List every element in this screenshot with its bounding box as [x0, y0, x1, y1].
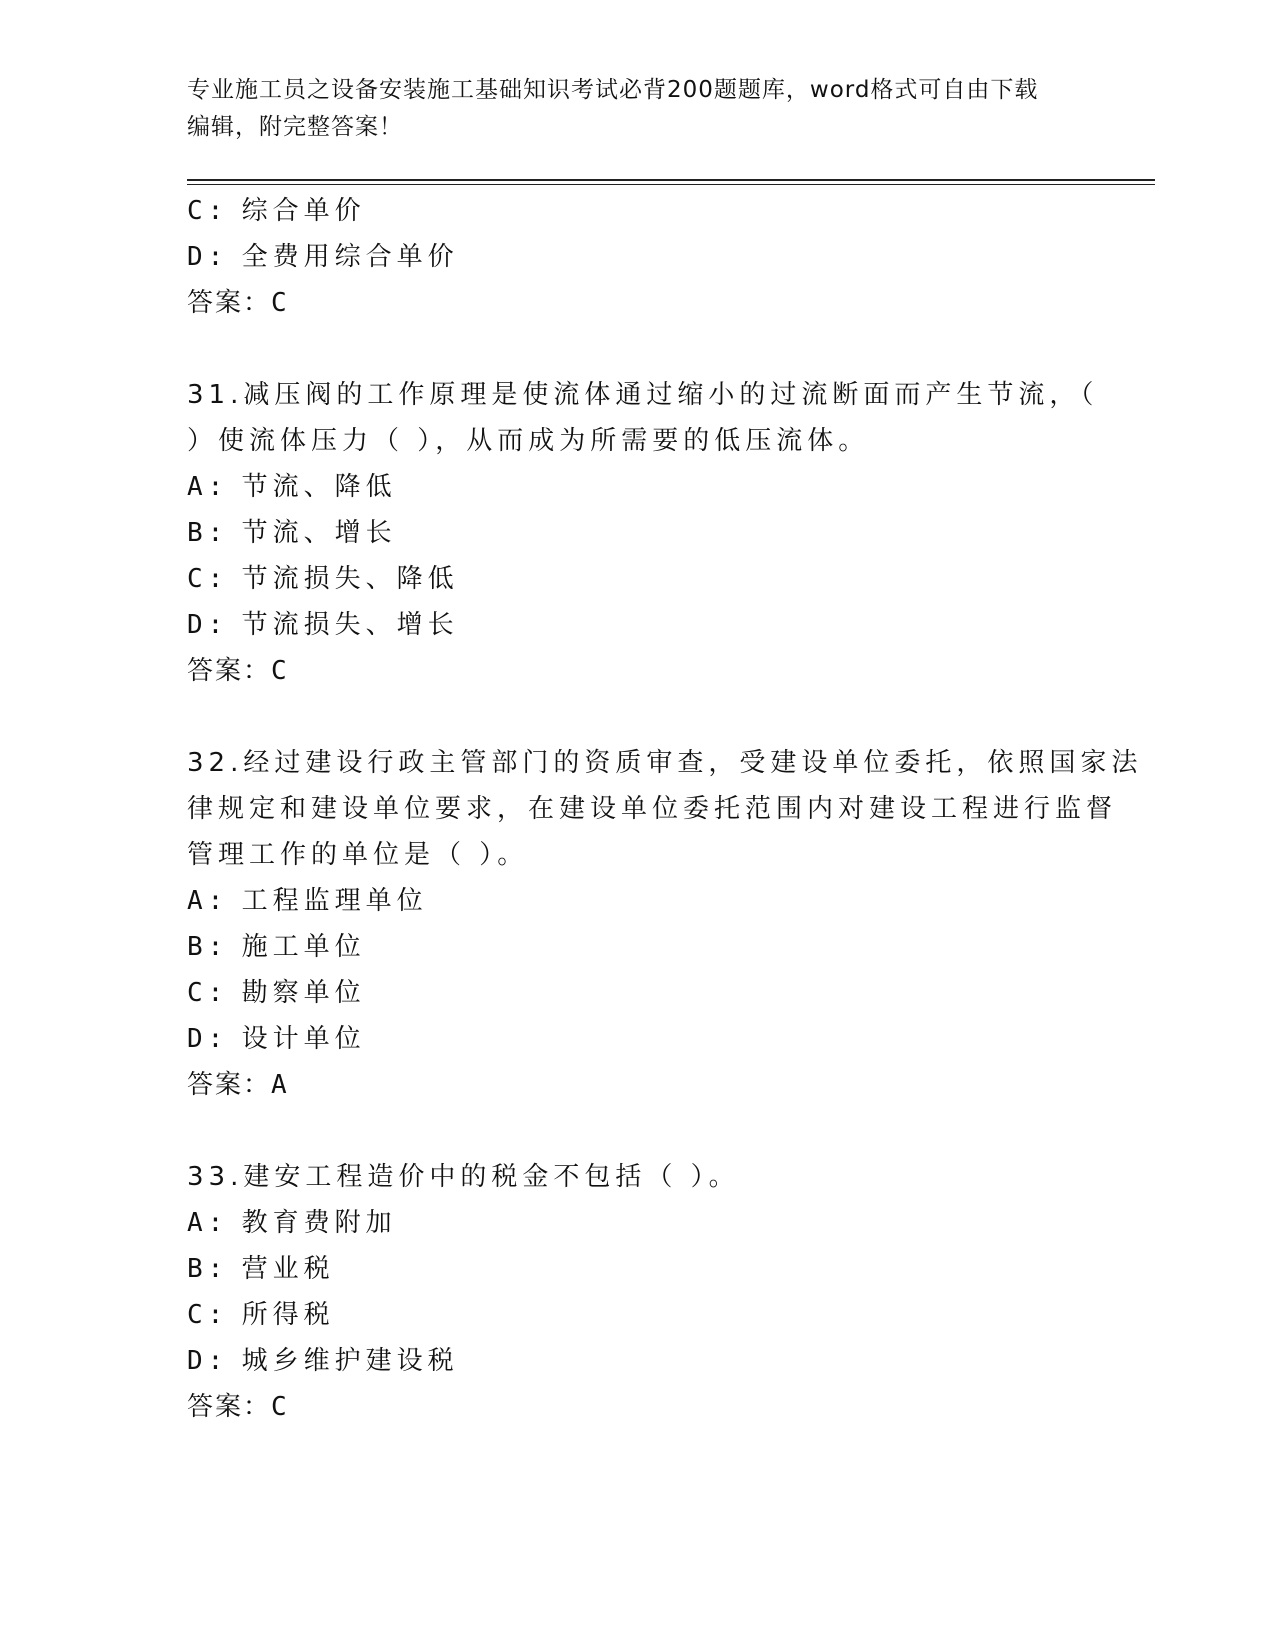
prev-question [187, 188, 1087, 326]
option-d [187, 1338, 1087, 1384]
option-text: 节流、增长 [241, 518, 397, 548]
answer-line [187, 1062, 1087, 1108]
question-stem-line: ）使流体压力（ ），从而成为所需要的低压流体。 [187, 426, 870, 456]
option-text: 节流损失、增长 [241, 610, 459, 640]
answer-value: C [271, 656, 289, 686]
option-a [187, 878, 1087, 924]
option-a [187, 1200, 1087, 1246]
question-stem-line: 33.建安工程造价中的税金不包括（ ）。 [187, 1162, 740, 1192]
option-letter: A: [187, 886, 229, 916]
option-letter: C: [187, 1300, 229, 1330]
header-divider-thick [187, 179, 1155, 181]
option-b [187, 510, 1087, 556]
option-c [187, 1292, 1087, 1338]
spacer [187, 1108, 1087, 1154]
question-32 [187, 740, 1143, 1108]
option-letter: D: [187, 242, 229, 272]
question-33 [187, 1154, 1087, 1430]
question-stem-line: 管理工作的单位是（ ）。 [187, 840, 529, 870]
option-text: 节流、降低 [241, 472, 397, 502]
answer-label: 答案： [187, 656, 272, 686]
header-title-line1: 专业施工员之设备安装施工基础知识考试必背200题题库，word格式可自由下载 [187, 77, 1039, 103]
option-text: 施工单位 [241, 932, 366, 962]
option-letter: C: [187, 196, 229, 226]
option-text: 节流损失、降低 [241, 564, 459, 594]
option-letter: C: [187, 564, 229, 594]
question-stem-line: 32.经过建设行政主管部门的资质审查，受建设单位委托，依照国家法 [187, 748, 1143, 778]
option-letter: A: [187, 472, 229, 502]
answer-value: C [271, 1392, 289, 1422]
option-d [187, 234, 1087, 280]
option-text: 教育费附加 [241, 1208, 397, 1238]
option-a [187, 464, 1087, 510]
option-text: 设计单位 [241, 1024, 366, 1054]
option-c [187, 556, 1087, 602]
document-header [187, 72, 1087, 146]
option-letter: B: [187, 1254, 229, 1284]
answer-line [187, 648, 1087, 694]
option-letter: C: [187, 978, 229, 1008]
answer-label: 答案： [187, 288, 272, 318]
option-text: 所得税 [241, 1300, 335, 1330]
option-c [187, 970, 1087, 1016]
question-stem-line: 律规定和建设单位要求，在建设单位委托范围内对建设工程进行监督 [187, 794, 1118, 824]
option-letter: D: [187, 1346, 229, 1376]
option-c [187, 188, 1087, 234]
option-letter: A: [187, 1208, 229, 1238]
option-text: 勘察单位 [241, 978, 366, 1008]
option-letter: B: [187, 518, 229, 548]
answer-label: 答案： [187, 1070, 272, 1100]
option-d [187, 602, 1087, 648]
option-text: 全费用综合单价 [241, 242, 459, 272]
option-letter: D: [187, 610, 229, 640]
spacer [187, 326, 1087, 372]
answer-label: 答案： [187, 1392, 272, 1422]
option-b [187, 1246, 1087, 1292]
question-31 [187, 372, 1099, 694]
option-text: 营业税 [241, 1254, 335, 1284]
answer-value: C [271, 288, 289, 318]
question-stem-line: 31.减压阀的工作原理是使流体通过缩小的过流断面而产生节流，（ [187, 380, 1099, 410]
option-letter: B: [187, 932, 229, 962]
option-letter: D: [187, 1024, 229, 1054]
spacer [187, 694, 1087, 740]
answer-value: A [271, 1070, 289, 1100]
header-divider-thin [187, 184, 1155, 185]
option-text: 综合单价 [241, 196, 366, 226]
header-title-line2: 编辑，附完整答案！ [187, 114, 403, 140]
option-b [187, 924, 1087, 970]
answer-line [187, 280, 1087, 326]
option-text: 工程监理单位 [241, 886, 428, 916]
question-content [187, 188, 1143, 1430]
option-text: 城乡维护建设税 [241, 1346, 459, 1376]
option-d [187, 1016, 1087, 1062]
answer-line [187, 1384, 1087, 1430]
